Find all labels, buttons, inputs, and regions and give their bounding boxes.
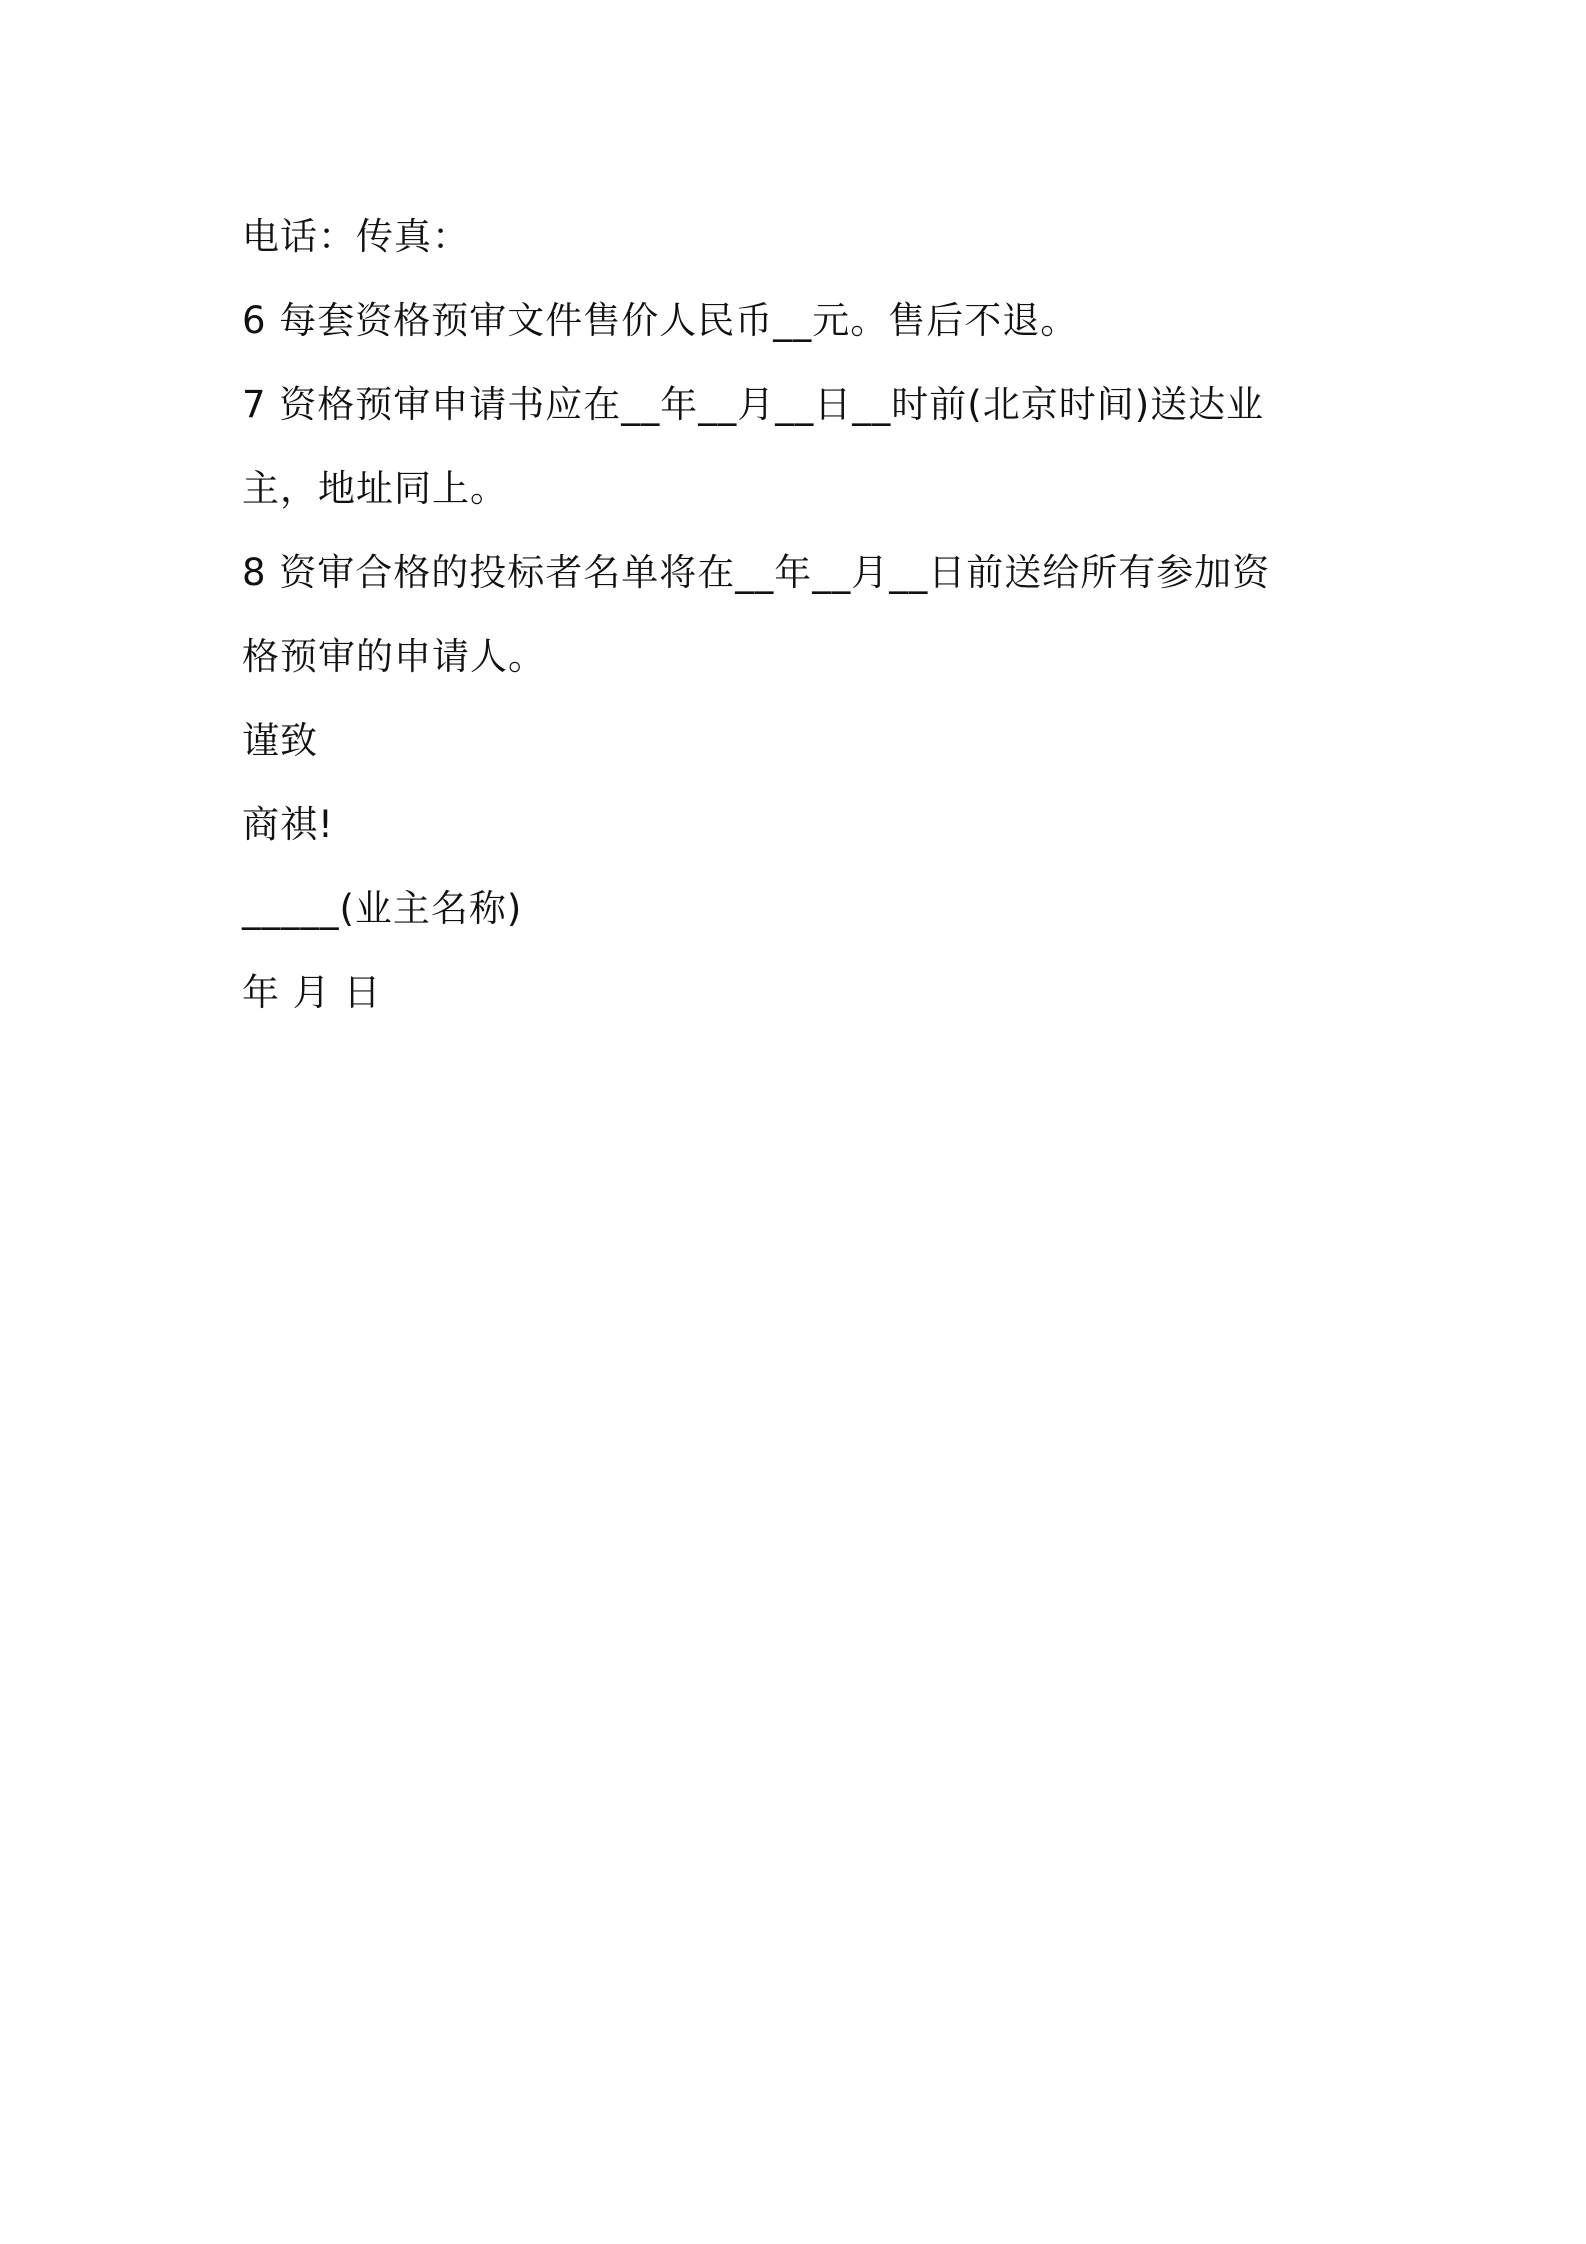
- document-body: [242, 195, 1362, 1035]
- clause-8-line-1: 8 资审合格的投标者名单将在__年__月__日前送给所有参加资: [242, 551, 1271, 594]
- closing-greeting: 商祺!: [242, 803, 334, 846]
- phone-fax-line: 电话：传真：: [242, 215, 470, 258]
- clause-7-line-2: 主，地址同上。: [242, 467, 508, 510]
- closing-salutation: 谨致: [242, 719, 318, 762]
- clause-6-line: 6 每套资格预审文件售价人民币__元。售后不退。: [242, 299, 1079, 342]
- clause-8-line-2: 格预审的申请人。: [242, 635, 546, 678]
- owner-name-line: _____(业主名称): [242, 887, 523, 930]
- date-line: 年 月 日: [242, 971, 382, 1014]
- clause-7-line-1: 7 资格预审申请书应在__年__月__日__时前(北京时间)送达业: [242, 383, 1265, 426]
